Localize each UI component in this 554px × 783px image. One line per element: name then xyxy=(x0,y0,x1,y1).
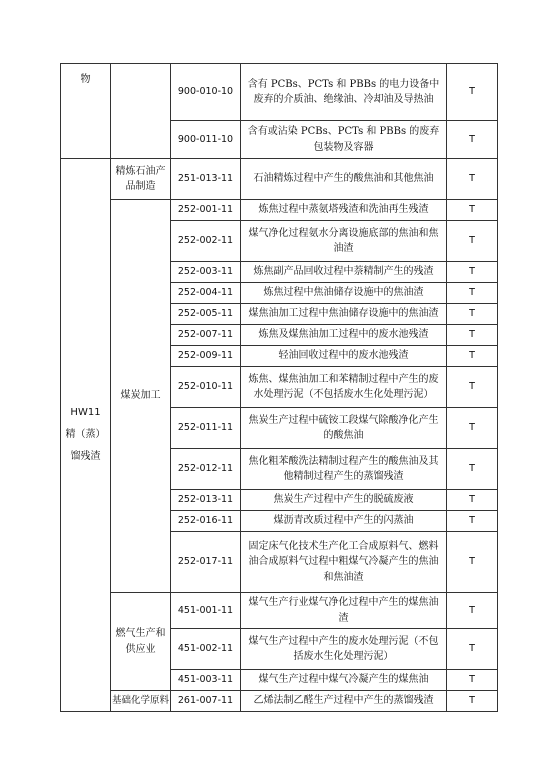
waste-code: 252-017-11 xyxy=(171,532,241,593)
waste-code: 252-009-11 xyxy=(171,346,241,367)
waste-description: 含有或沾染 PCBs、PCTs 和 PBBs 的废弃包装物及容器 xyxy=(241,121,447,159)
waste-description: 煤气净化过程氨水分离设施底部的焦油和焦油渣 xyxy=(241,221,447,262)
hazard-characteristic: T xyxy=(447,221,498,262)
hazard-characteristic: T xyxy=(447,408,498,449)
industry-cell: 基础化学原料 xyxy=(111,691,171,712)
waste-code: 451-003-11 xyxy=(171,670,241,691)
category-name-line1: 精（蒸） xyxy=(65,429,106,440)
table-row xyxy=(61,64,498,121)
industry-cell: 燃气生产和供应业 xyxy=(111,593,171,691)
waste-category-cell xyxy=(61,159,111,712)
waste-code: 252-013-11 xyxy=(171,490,241,511)
waste-code: 252-011-11 xyxy=(171,408,241,449)
waste-code: 252-005-11 xyxy=(171,304,241,325)
waste-description: 煤焦油加工过程中焦油储存设施中的焦油渣 xyxy=(241,304,447,325)
waste-description: 乙烯法制乙醛生产过程中产生的蒸馏残渣 xyxy=(241,691,447,712)
table-row xyxy=(61,691,498,712)
hazard-characteristic: T xyxy=(447,511,498,532)
hazard-characteristic: T xyxy=(447,262,498,283)
waste-description: 炼焦、煤焦油加工和苯精制过程中产生的废水处理污泥（不包括废水生化处理污泥） xyxy=(241,367,447,408)
waste-description: 固定床气化技术生产化工合成原料气、燃料油合成原料气过程中粗煤气冷凝产生的焦油和焦油渣 xyxy=(241,532,447,593)
waste-description: 煤气生产过程中产生的废水处理污泥（不包括废水生化处理污泥） xyxy=(241,629,447,670)
hazard-characteristic: T xyxy=(447,691,498,712)
waste-description: 石油精炼过程中产生的酸焦油和其他焦油 xyxy=(241,159,447,200)
table-row xyxy=(61,200,498,221)
waste-code: 252-016-11 xyxy=(171,511,241,532)
waste-description: 煤气生产过程中煤气冷凝产生的煤焦油 xyxy=(241,670,447,691)
waste-code: 451-001-11 xyxy=(171,593,241,629)
category-name-line2: 馏残渣 xyxy=(70,451,101,462)
waste-code: 252-002-11 xyxy=(171,221,241,262)
hazard-characteristic: T xyxy=(447,283,498,304)
industry-cell: 精炼石油产品制造 xyxy=(111,159,171,200)
hazard-characteristic: T xyxy=(447,593,498,629)
waste-code: 261-007-11 xyxy=(171,691,241,712)
waste-code: 252-003-11 xyxy=(171,262,241,283)
industry-cell: 煤炭加工 xyxy=(111,200,171,593)
hazardous-waste-table xyxy=(60,63,498,712)
waste-code: 252-004-11 xyxy=(171,283,241,304)
hazard-characteristic: T xyxy=(447,629,498,670)
waste-code: 451-002-11 xyxy=(171,629,241,670)
waste-description: 炼焦过程中蒸氨塔残渣和洗油再生残渣 xyxy=(241,200,447,221)
hazard-characteristic: T xyxy=(447,367,498,408)
category-code: HW11 xyxy=(70,407,101,418)
hazard-characteristic: T xyxy=(447,490,498,511)
hazard-characteristic: T xyxy=(447,325,498,346)
hazard-characteristic: T xyxy=(447,449,498,490)
hazard-characteristic: T xyxy=(447,64,498,121)
waste-description: 含有 PCBs、PCTs 和 PBBs 的电力设备中废弃的介质油、绝缘油、冷却油及导热油 xyxy=(241,64,447,121)
hazard-characteristic: T xyxy=(447,532,498,593)
hazard-characteristic: T xyxy=(447,121,498,159)
waste-description: 轻油回收过程中的废水池残渣 xyxy=(241,346,447,367)
waste-description: 焦化粗苯酸洗法精制过程产生的酸焦油及其他精制过程产生的蒸馏残渣 xyxy=(241,449,447,490)
waste-description: 炼焦及煤焦油加工过程中的废水池残渣 xyxy=(241,325,447,346)
hazard-characteristic: T xyxy=(447,346,498,367)
waste-code: 251-013-11 xyxy=(171,159,241,200)
waste-description: 煤气生产行业煤气净化过程中产生的煤焦油渣 xyxy=(241,593,447,629)
category-cell-continued: 物 xyxy=(61,64,111,159)
table-row xyxy=(61,159,498,200)
waste-code: 252-010-11 xyxy=(171,367,241,408)
hazard-characteristic: T xyxy=(447,670,498,691)
waste-description: 炼焦过程中焦油储存设施中的焦油渣 xyxy=(241,283,447,304)
industry-cell-empty xyxy=(111,64,171,159)
waste-code: 900-010-10 xyxy=(171,64,241,121)
waste-description: 煤沥青改质过程中产生的闪蒸油 xyxy=(241,511,447,532)
waste-description: 焦炭生产过程中硫铵工段煤气除酸净化产生的酸焦油 xyxy=(241,408,447,449)
waste-code: 252-007-11 xyxy=(171,325,241,346)
waste-code: 900-011-10 xyxy=(171,121,241,159)
waste-description: 焦炭生产过程中产生的脱硫废液 xyxy=(241,490,447,511)
table-row xyxy=(61,593,498,629)
waste-code: 252-012-11 xyxy=(171,449,241,490)
hazard-characteristic: T xyxy=(447,159,498,200)
waste-code: 252-001-11 xyxy=(171,200,241,221)
hazard-characteristic: T xyxy=(447,200,498,221)
waste-description: 炼焦副产品回收过程中萘精制产生的残渣 xyxy=(241,262,447,283)
hazard-characteristic: T xyxy=(447,304,498,325)
